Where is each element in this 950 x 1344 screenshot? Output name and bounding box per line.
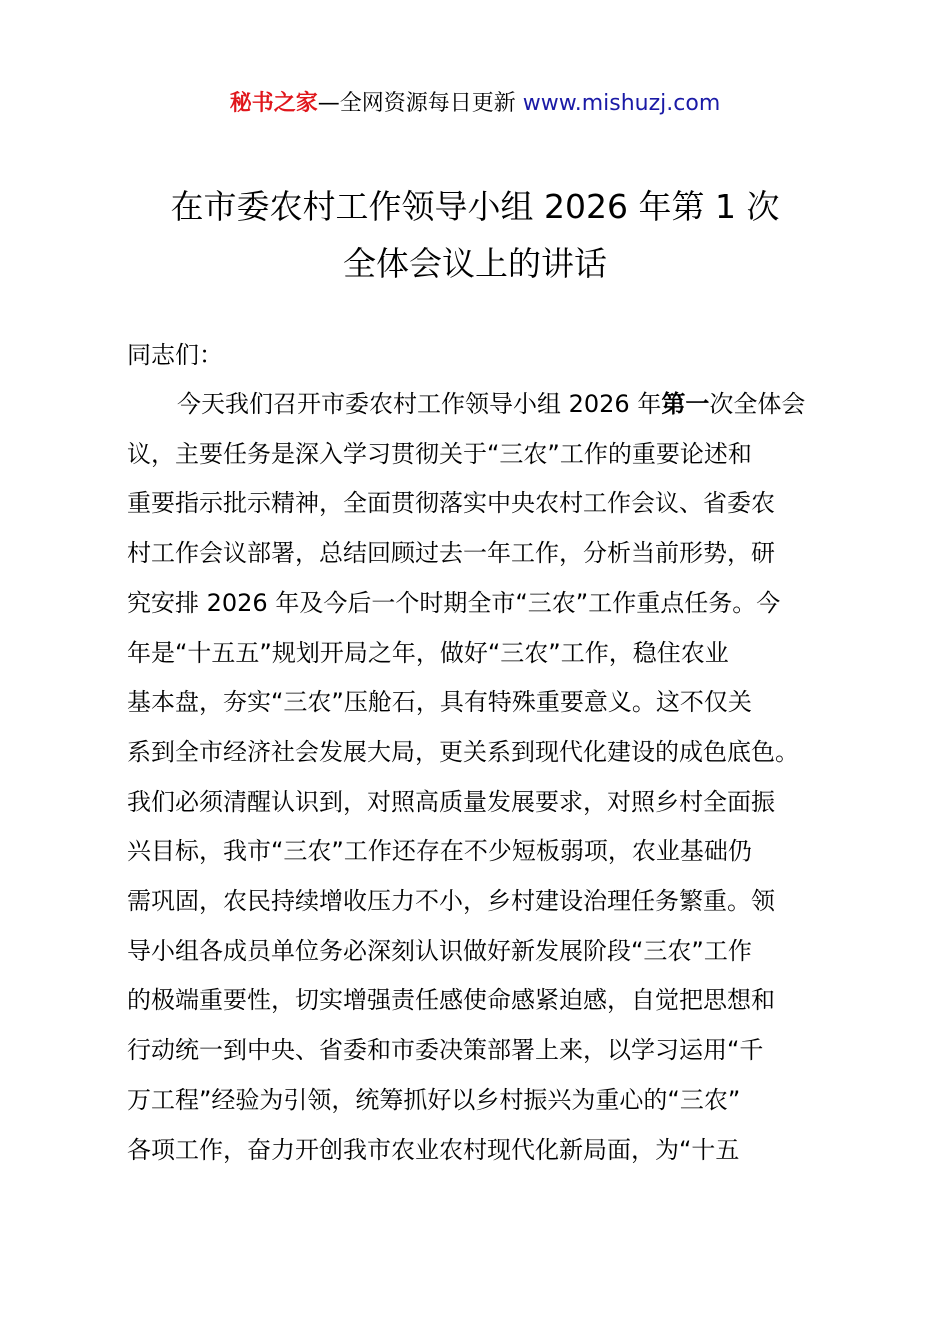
watermark-header: [0, 86, 950, 122]
body-line: 兴目标，我市“三农”工作还存在不少短板弱项，农业基础仍: [127, 837, 752, 866]
site-url: www.mishuzj.com: [522, 91, 721, 116]
body-line: 究安排 2026 年及今后一个时期全市“三农”工作重点任务。今: [127, 588, 781, 617]
body-line: 基本盘，夯实“三农”压舱石，具有特殊重要意义。这不仅关: [127, 688, 752, 717]
title-line-1: 在市委农村工作领导小组 2026 年第 1 次: [170, 187, 780, 226]
body-line-first-bold: 第一: [661, 390, 710, 418]
body-line: 重要指示批示精神，全面贯彻落实中央农村工作会议、省委农: [127, 489, 775, 518]
title-line-2: 全体会议上的讲话: [343, 244, 607, 283]
body-line: 导小组各成员单位务必深刻认识做好新发展阶段“三农”工作: [127, 936, 752, 965]
body-line-first-pre: 今天我们召开市委农村工作领导小组 2026 年: [177, 390, 662, 418]
body-line: 行动统一到中央、省委和市委决策部署上来，以学习运用“千: [127, 1036, 764, 1065]
body-line: 议，主要任务是深入学习贯彻关于“三农”工作的重要论述和: [127, 439, 752, 468]
brand-name: 秘书之家: [229, 91, 318, 116]
body-line-first-post: 次全体会: [709, 390, 806, 418]
body-line: 万工程”经验为引领，统筹抓好以乡村振兴为重心的“三农”: [127, 1085, 741, 1114]
body-line: 需巩固，农民持续增收压力不小，乡村建设治理任务繁重。领: [127, 887, 775, 916]
salutation: 同志们：: [127, 341, 223, 369]
body-line: 系到全市经济社会发展大局，更关系到现代化建设的成色底色。: [127, 737, 799, 766]
document-title: [0, 178, 950, 292]
header-tagline: —全网资源每日更新: [317, 91, 523, 116]
body-line: 村工作会议部署，总结回顾过去一年工作，分析当前形势，研: [127, 539, 775, 568]
body-line: 我们必须清醒认识到，对照高质量发展要求，对照乡村全面振: [127, 787, 775, 816]
body-line: 年是“十五五”规划开局之年，做好“三农”工作，稳住农业: [127, 638, 729, 667]
speech-body: [127, 380, 847, 1175]
body-line: 的极端重要性，切实增强责任感使命感紧迫感，自觉把思想和: [127, 986, 775, 1015]
body-line: 各项工作，奋力开创我市农业农村现代化新局面，为“十五: [127, 1135, 740, 1164]
body-line-first: [127, 380, 847, 430]
